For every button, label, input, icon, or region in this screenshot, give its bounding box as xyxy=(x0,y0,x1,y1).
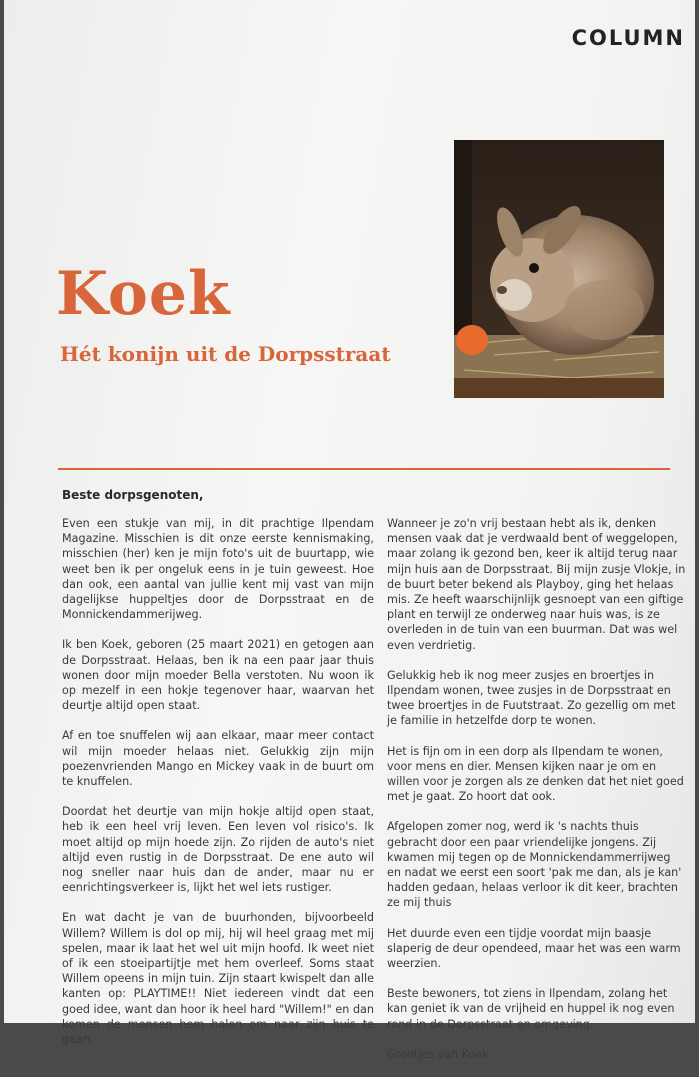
greeting: Beste dorpsgenoten, xyxy=(62,488,204,502)
left-column xyxy=(62,516,374,1062)
paragraph: Beste bewoners, tot ziens in Ilpendam, zolang het kan geniet ik van de vrijheid en huppel ik nog even rond in de Dorpsstraat en omgeving. xyxy=(387,987,675,1031)
paragraph: Het is fijn om in een dorp als Ilpendam te wonen, voor mens en dier. Mensen kijken naar je om en willen voor je zorgen als ze denken dat het niet goed met je gaat. Zo hoort dat ook. xyxy=(387,744,684,804)
paragraph: Afgelopen zomer nog, werd ik 's nachts thuis gebracht door een paar vriendelijke jongens. Zij kwamen mij tegen op de Monnickendammerrijweg en nadat we eerst een soort 'pak me dan, als je kan' hadden gedaan, helaas verloor ik dit keer, brachten ze mij thuis xyxy=(387,820,682,910)
divider-rule xyxy=(58,468,670,470)
magazine-page xyxy=(4,0,695,1061)
article-subtitle: Hét konijn uit de Dorpsstraat xyxy=(60,342,391,366)
paragraph: Af en toe snuffelen wij aan elkaar, maar meer contact wil mijn moeder helaas niet. Gelukkig zijn mijn poezenvrienden Mango en Mickey vaak in de buurt om te knuffelen. xyxy=(62,729,374,789)
article-title: Koek xyxy=(56,259,231,329)
rabbit-photo xyxy=(454,140,664,398)
paragraph: Het duurde even een tijdje voordat mijn baasje slaperig de deur opendeed, maar het was een warm weerzien. xyxy=(387,926,681,971)
paragraph: Doordat het deurtje van mijn hokje altijd open staat, heb ik een heel vrij leven. Een leven vol risico's. Ik moet altijd op mijn hoede zijn. Zo rijden de auto's niet altijd even rustig in de Dorpsstraat. De ene auto wil nog sneller naar huis dan de ander, maar nu er eenrichtingsverkeer is, lijkt het wel iets rustiger. xyxy=(62,805,374,895)
paragraph: Even een stukje van mij, in dit prachtige Ilpendam Magazine. Misschien is dit onze eerste kennismaking, misschien (her) ken je mijn foto's uit de buurtapp, wie weet ben ik per ongeluk eens in je tuin geweest. Hoe dan ook, een aantal van jullie kent mij vast van mijn dagelijkse huppeltjes door de Dorpsstraat en de Monnickendammerijweg. xyxy=(62,517,374,622)
section-label: COLUMN xyxy=(571,26,685,50)
paragraph: En wat dacht je van de buurhonden, bijvoorbeeld Willem? Willem is dol op mij, hij wil heel graag met mij spelen, maar ik laat het wel uit mijn hoofd. Ik weet niet of ik een stoeipartijtje met hem overleef. Soms staat Willem opeens in mijn tuin. Zijn staart kwispelt dan alle kanten op: PLAYTIME!! Niet iedereen vindt dat een goed idee, want dan hoor ik heel hard "Willem!" en dan komen de mensen hem halen om naar zijn huis te gaan. xyxy=(62,911,374,1047)
paragraph: Gelukkig heb ik nog meer zusjes en broertjes in Ilpendam wonen, twee zusjes in de Dorpsstraat en twee broertjes in de Fuutstraat. Zo gezellig om met je familie in hetzelfde dorp te wonen. xyxy=(387,668,676,728)
right-column xyxy=(387,516,687,1077)
paragraph: Wanneer je zo'n vrij bestaan hebt als ik, denken mensen vaak dat je verdwaald bent of weggelopen, maar zolang ik gezond ben, keer ik altijd terug naar mijn huis aan de Dorpsstraat. Bij mijn zusje Vlokje, in de buurt beter bekend als Playboy, ging het helaas mis. Ze heeft waarschijnlijk gesnoept van een giftige plant en terwijl ze onderweg naar huis was, is ze overleden in de tuin van een buurman. Dat was wel even verdrietig. xyxy=(387,517,686,652)
signoff: Groetjes van Koek xyxy=(387,1047,489,1061)
paragraph: Ik ben Koek, geboren (25 maart 2021) en getogen aan de Dorpsstraat. Helaas, ben ik na een paar jaar thuis wonen door mijn moeder Bella verstoten. Nu woon ik op mezelf in een hokje tegenover haar, waarvan het deurtje altijd open staat. xyxy=(62,638,374,713)
